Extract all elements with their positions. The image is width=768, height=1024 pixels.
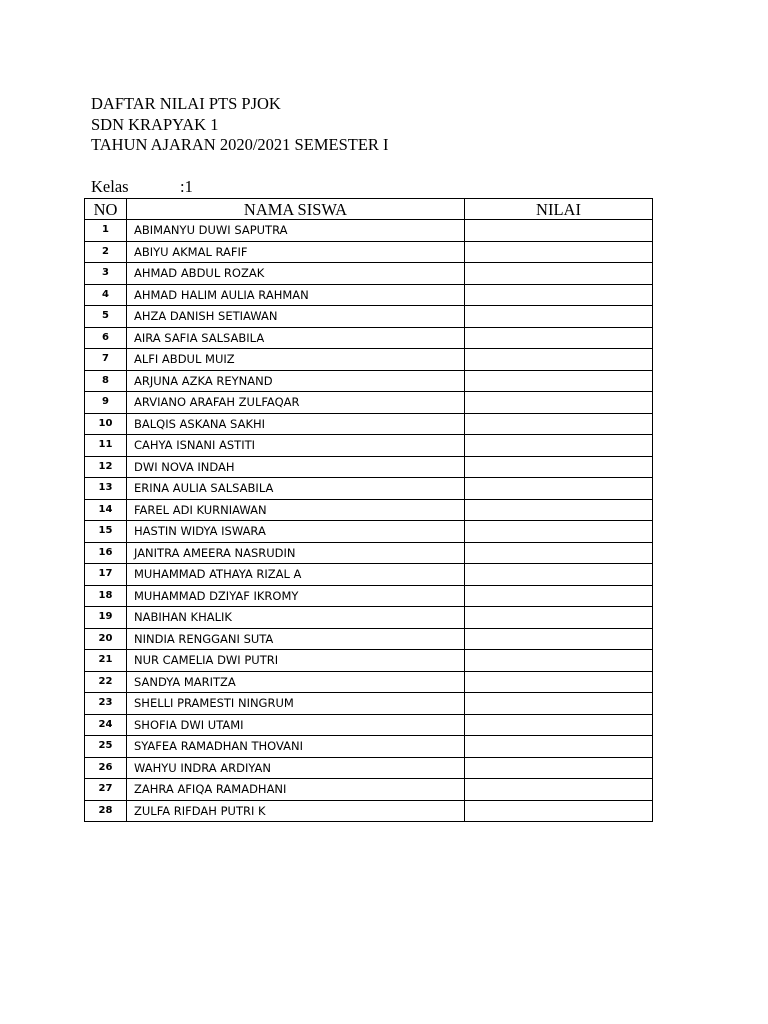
table-row (85, 736, 653, 758)
school-name: SDN KRAPYAK 1 (91, 114, 219, 134)
table-row (85, 349, 653, 371)
row-number: 3 (85, 263, 127, 285)
grade-cell (465, 521, 653, 543)
table-row (85, 693, 653, 715)
student-name: ALFI ABDUL MUIZ (127, 349, 465, 371)
student-name: ARJUNA AZKA REYNAND (127, 370, 465, 392)
table-row (85, 499, 653, 521)
student-name: ABIMANYU DUWI SAPUTRA (127, 220, 465, 242)
student-name: FAREL ADI KURNIAWAN (127, 499, 465, 521)
grade-cell (465, 607, 653, 629)
grade-cell (465, 585, 653, 607)
student-name: SANDYA MARITZA (127, 671, 465, 693)
row-number: 17 (85, 564, 127, 586)
grade-cell (465, 306, 653, 328)
row-number: 26 (85, 757, 127, 779)
student-name: WAHYU INDRA ARDIYAN (127, 757, 465, 779)
table-row (85, 284, 653, 306)
grade-cell (465, 628, 653, 650)
table-row (85, 263, 653, 285)
table-row (85, 757, 653, 779)
grade-cell (465, 435, 653, 457)
student-name: ARVIANO ARAFAH ZULFAQAR (127, 392, 465, 414)
table-row (85, 392, 653, 414)
grade-cell (465, 392, 653, 414)
table-row (85, 327, 653, 349)
student-name: CAHYA ISNANI ASTITI (127, 435, 465, 457)
row-number: 21 (85, 650, 127, 672)
table-row (85, 413, 653, 435)
student-name: AHMAD HALIM AULIA RAHMAN (127, 284, 465, 306)
grade-cell (465, 499, 653, 521)
table-row (85, 607, 653, 629)
grade-cell (465, 220, 653, 242)
student-name: JANITRA AMEERA NASRUDIN (127, 542, 465, 564)
row-number: 22 (85, 671, 127, 693)
class-label: Kelas (91, 177, 129, 196)
grade-cell (465, 413, 653, 435)
row-number: 5 (85, 306, 127, 328)
student-name: AHZA DANISH SETIAWAN (127, 306, 465, 328)
table-row (85, 564, 653, 586)
grade-cell (465, 800, 653, 822)
grade-cell (465, 370, 653, 392)
grade-cell (465, 714, 653, 736)
table-header-row (85, 199, 653, 220)
student-name: ABIYU AKMAL RAFIF (127, 241, 465, 263)
student-name: MUHAMMAD ATHAYA RIZAL A (127, 564, 465, 586)
row-number: 1 (85, 220, 127, 242)
grade-cell (465, 327, 653, 349)
table-row (85, 306, 653, 328)
table-row (85, 241, 653, 263)
grade-cell (465, 757, 653, 779)
row-number: 27 (85, 779, 127, 801)
table-row (85, 542, 653, 564)
grade-cell (465, 349, 653, 371)
header-nama-siswa: NAMA SISWA (127, 199, 465, 220)
document-title: DAFTAR NILAI PTS PJOK (91, 94, 281, 113)
row-number: 14 (85, 499, 127, 521)
row-number: 6 (85, 327, 127, 349)
row-number: 24 (85, 714, 127, 736)
table-row (85, 478, 653, 500)
row-number: 7 (85, 349, 127, 371)
grade-cell (465, 564, 653, 586)
student-name: ZULFA RIFDAH PUTRI K (127, 800, 465, 822)
header-nilai: NILAI (465, 199, 653, 220)
grade-cell (465, 263, 653, 285)
row-number: 2 (85, 241, 127, 263)
row-number: 19 (85, 607, 127, 629)
student-name: NABIHAN KHALIK (127, 607, 465, 629)
row-number: 18 (85, 585, 127, 607)
table-row (85, 628, 653, 650)
student-name: SYAFEA RAMADHAN THOVANI (127, 736, 465, 758)
grade-cell (465, 542, 653, 564)
student-name: MUHAMMAD DZIYAF IKROMY (127, 585, 465, 607)
grade-cell (465, 671, 653, 693)
grade-cell (465, 650, 653, 672)
table-row (85, 521, 653, 543)
table-row (85, 435, 653, 457)
row-number: 25 (85, 736, 127, 758)
table-row (85, 370, 653, 392)
row-number: 15 (85, 521, 127, 543)
row-number: 20 (85, 628, 127, 650)
student-name: NUR CAMELIA DWI PUTRI (127, 650, 465, 672)
row-number: 12 (85, 456, 127, 478)
grade-cell (465, 284, 653, 306)
table-row (85, 714, 653, 736)
table-row (85, 585, 653, 607)
table-row (85, 779, 653, 801)
table-row (85, 800, 653, 822)
student-name: SHELLI PRAMESTI NINGRUM (127, 693, 465, 715)
row-number: 10 (85, 413, 127, 435)
grades-table (84, 198, 653, 822)
header-no: NO (85, 199, 127, 220)
table-row (85, 456, 653, 478)
student-name: NINDIA RENGGANI SUTA (127, 628, 465, 650)
table-row (85, 650, 653, 672)
row-number: 11 (85, 435, 127, 457)
row-number: 9 (85, 392, 127, 414)
grade-cell (465, 779, 653, 801)
student-name: BALQIS ASKANA SAKHI (127, 413, 465, 435)
class-value: :1 (180, 177, 193, 196)
row-number: 4 (85, 284, 127, 306)
grade-cell (465, 241, 653, 263)
student-name: HASTIN WIDYA ISWARA (127, 521, 465, 543)
grade-cell (465, 736, 653, 758)
student-name: AIRA SAFIA SALSABILA (127, 327, 465, 349)
student-name: ZAHRA AFIQA RAMADHANI (127, 779, 465, 801)
table-row (85, 671, 653, 693)
row-number: 8 (85, 370, 127, 392)
student-name: ERINA AULIA SALSABILA (127, 478, 465, 500)
row-number: 28 (85, 800, 127, 822)
grade-cell (465, 456, 653, 478)
student-name: SHOFIA DWI UTAMI (127, 714, 465, 736)
table-body (85, 220, 653, 822)
class-info (91, 177, 193, 197)
academic-year: TAHUN AJARAN 2020/2021 SEMESTER I (91, 135, 389, 154)
student-name: DWI NOVA INDAH (127, 456, 465, 478)
row-number: 16 (85, 542, 127, 564)
grade-cell (465, 693, 653, 715)
document-header (91, 94, 389, 156)
row-number: 13 (85, 478, 127, 500)
grade-cell (465, 478, 653, 500)
student-name: AHMAD ABDUL ROZAK (127, 263, 465, 285)
table-row (85, 220, 653, 242)
row-number: 23 (85, 693, 127, 715)
